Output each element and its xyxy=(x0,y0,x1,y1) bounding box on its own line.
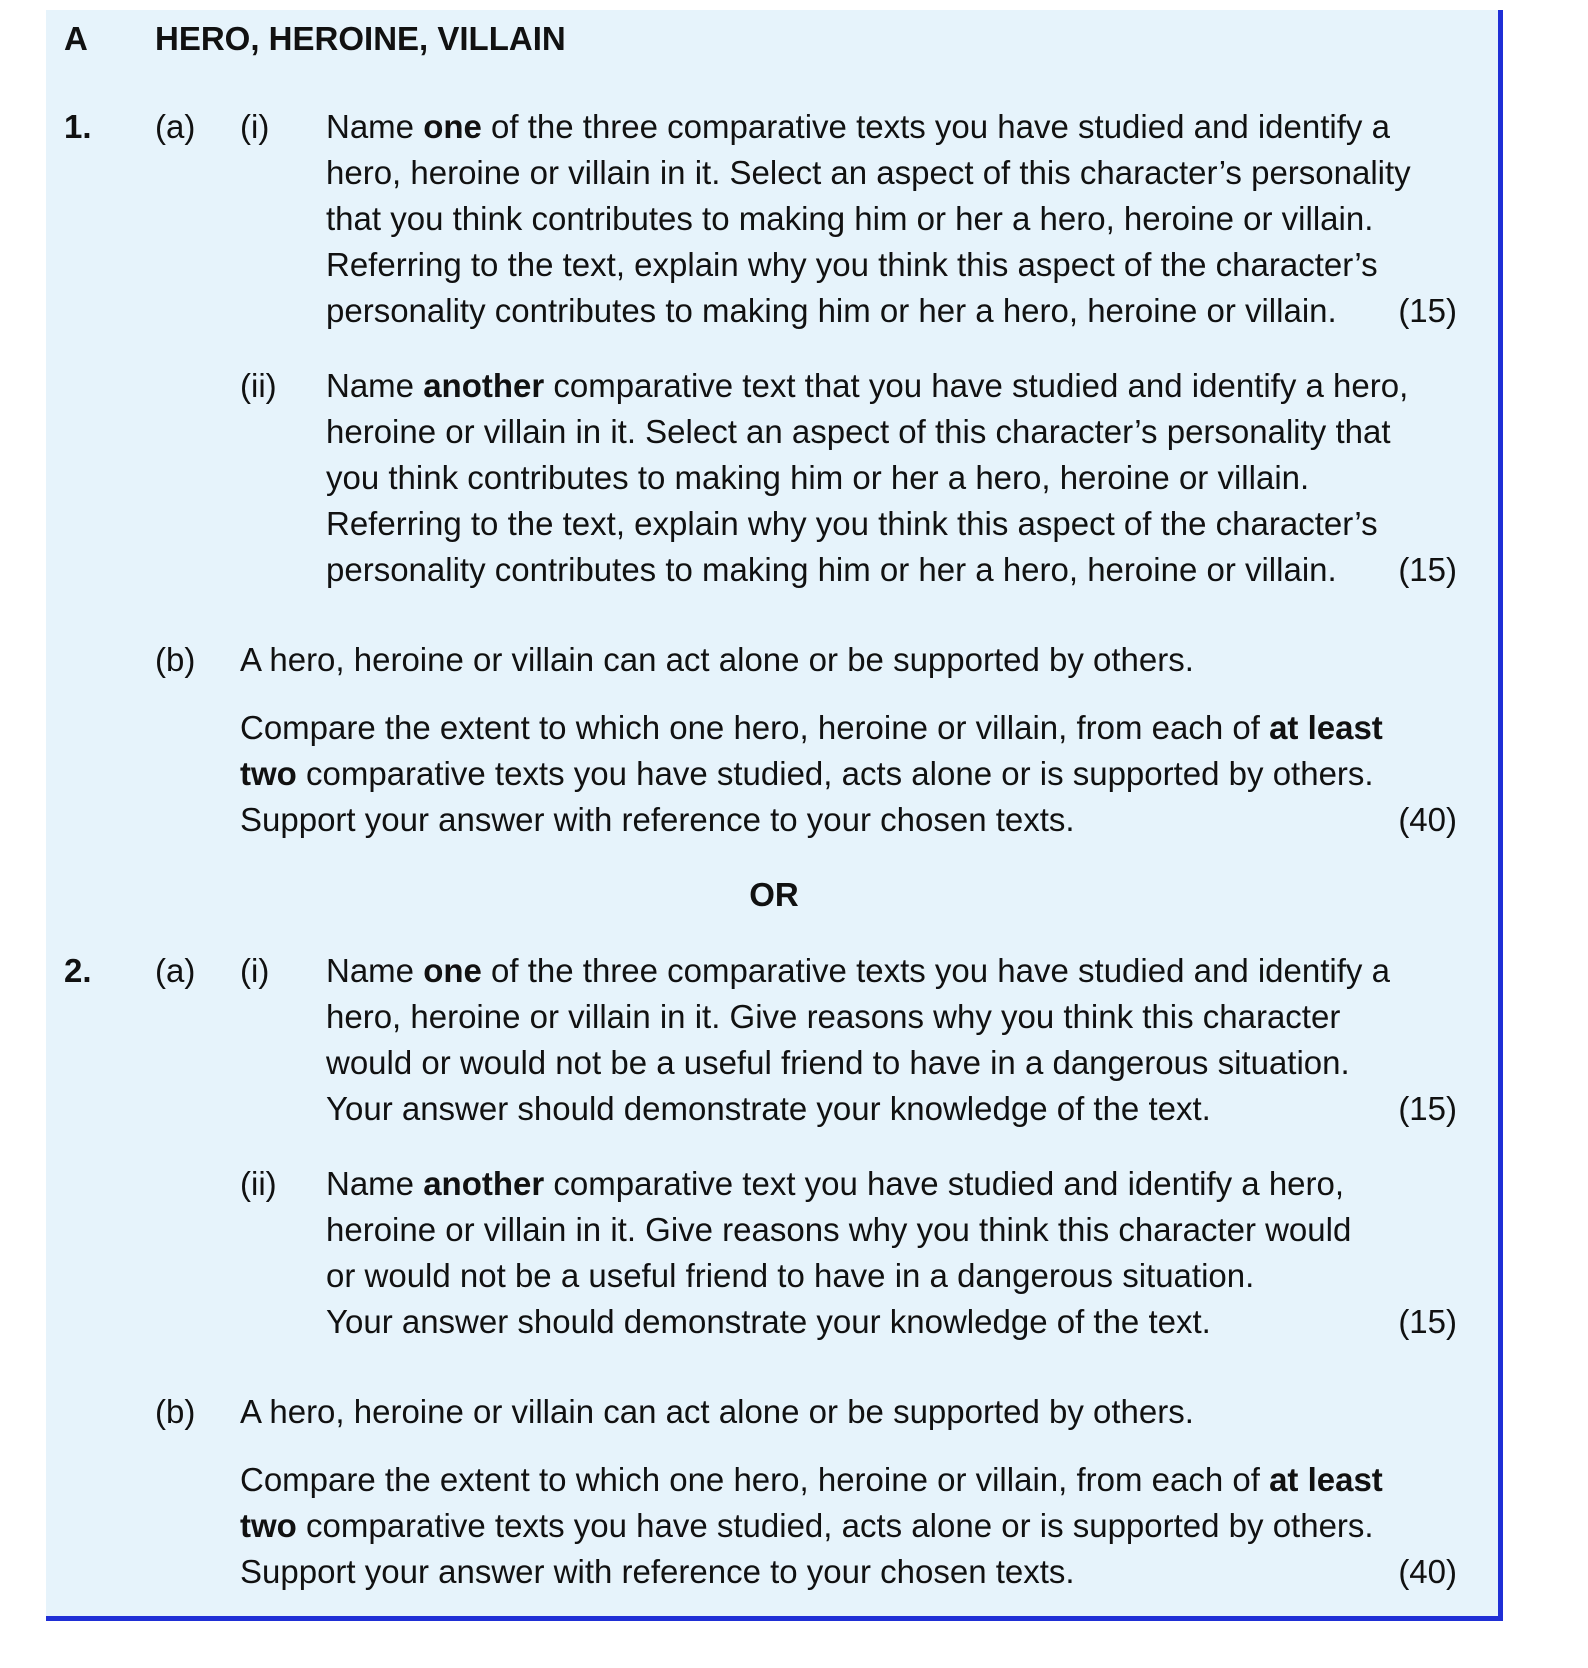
q2-a-i-line-3: would or would not be a useful friend to have in a dangerous situation. xyxy=(326,1044,1350,1081)
q2-b-line-2: two comparative texts you have studied, acts alone or is supported by others. xyxy=(240,1507,1374,1544)
q2-a-i-label: (i) xyxy=(240,952,270,989)
q2-b-marks: (40) xyxy=(1398,1553,1457,1590)
q1-b-line-1: Compare the extent to which one hero, heroine or villain, from each of at least xyxy=(240,709,1383,746)
q2-a-i-line-2: hero, heroine or villain in it. Give reasons why you think this character xyxy=(326,998,1341,1035)
q2-a-i-line-1: Name one of the three comparative texts you have studied and identify a xyxy=(326,952,1390,989)
q2-part-b-label: (b) xyxy=(155,1393,196,1430)
q1-b-marks: (40) xyxy=(1398,801,1457,838)
q1-a-ii-label: (ii) xyxy=(240,367,277,404)
q2-b-intro: A hero, heroine or villain can act alone or be supported by others. xyxy=(240,1393,1194,1430)
q2-b-line-1: Compare the extent to which one hero, heroine or villain, from each of at least xyxy=(240,1461,1383,1498)
q2-a-ii-line-2: heroine or villain in it. Give reasons why you think this character would xyxy=(326,1211,1352,1248)
q1-a-i-line-1: Name one of the three comparative texts you have studied and identify a xyxy=(326,108,1390,145)
question-1-number: 1. xyxy=(64,108,92,145)
q1-a-ii-line-1: Name another comparative text that you have studied and identify a hero, xyxy=(326,367,1409,404)
q1-a-ii-line-4: Referring to the text, explain why you think this aspect of the character’s xyxy=(326,505,1378,542)
q1-a-i-label: (i) xyxy=(240,108,270,145)
q1-a-i-line-4: Referring to the text, explain why you think this aspect of the character’s xyxy=(326,246,1378,283)
q1-a-i-marks: (15) xyxy=(1398,292,1457,329)
q2-a-ii-marks: (15) xyxy=(1398,1303,1457,1340)
q2-b-line-3: Support your answer with reference to your chosen texts. xyxy=(240,1553,1075,1590)
q2-a-ii-line-1: Name another comparative text you have studied and identify a hero, xyxy=(326,1165,1345,1202)
q1-a-ii-marks: (15) xyxy=(1398,551,1457,588)
q1-part-b-label: (b) xyxy=(155,641,196,678)
q2-a-ii-line-4: Your answer should demonstrate your knowledge of the text. xyxy=(326,1303,1211,1340)
or-divider: OR xyxy=(749,876,799,913)
q2-a-i-line-4: Your answer should demonstrate your knowledge of the text. xyxy=(326,1090,1211,1127)
q1-a-i-line-2: hero, heroine or villain in it. Select an aspect of this character’s personality xyxy=(326,154,1411,191)
q1-b-line-3: Support your answer with reference to your chosen texts. xyxy=(240,801,1075,838)
q2-part-a-label: (a) xyxy=(155,952,196,989)
q1-a-ii-line-3: you think contributes to making him or her a hero, heroine or villain. xyxy=(326,459,1310,496)
q1-a-ii-line-2: heroine or villain in it. Select an aspect of this character’s personality that xyxy=(326,413,1391,450)
q1-b-intro: A hero, heroine or villain can act alone or be supported by others. xyxy=(240,641,1194,678)
q1-a-i-line-3: that you think contributes to making him or her a hero, heroine or villain. xyxy=(326,200,1374,237)
question-2-number: 2. xyxy=(64,952,92,989)
q2-a-ii-line-3: or would not be a useful friend to have in a dangerous situation. xyxy=(326,1257,1255,1294)
q1-a-ii-line-5: personality contributes to making him or her a hero, heroine or villain. xyxy=(326,551,1337,588)
q1-a-i-line-5: personality contributes to making him or her a hero, heroine or villain. xyxy=(326,292,1337,329)
q2-a-i-marks: (15) xyxy=(1398,1090,1457,1127)
q1-b-line-2: two comparative texts you have studied, acts alone or is supported by others. xyxy=(240,755,1374,792)
q2-a-ii-label: (ii) xyxy=(240,1165,277,1202)
section-title: HERO, HEROINE, VILLAIN xyxy=(155,20,566,57)
section-letter: A xyxy=(64,20,88,57)
q1-part-a-label: (a) xyxy=(155,108,196,145)
